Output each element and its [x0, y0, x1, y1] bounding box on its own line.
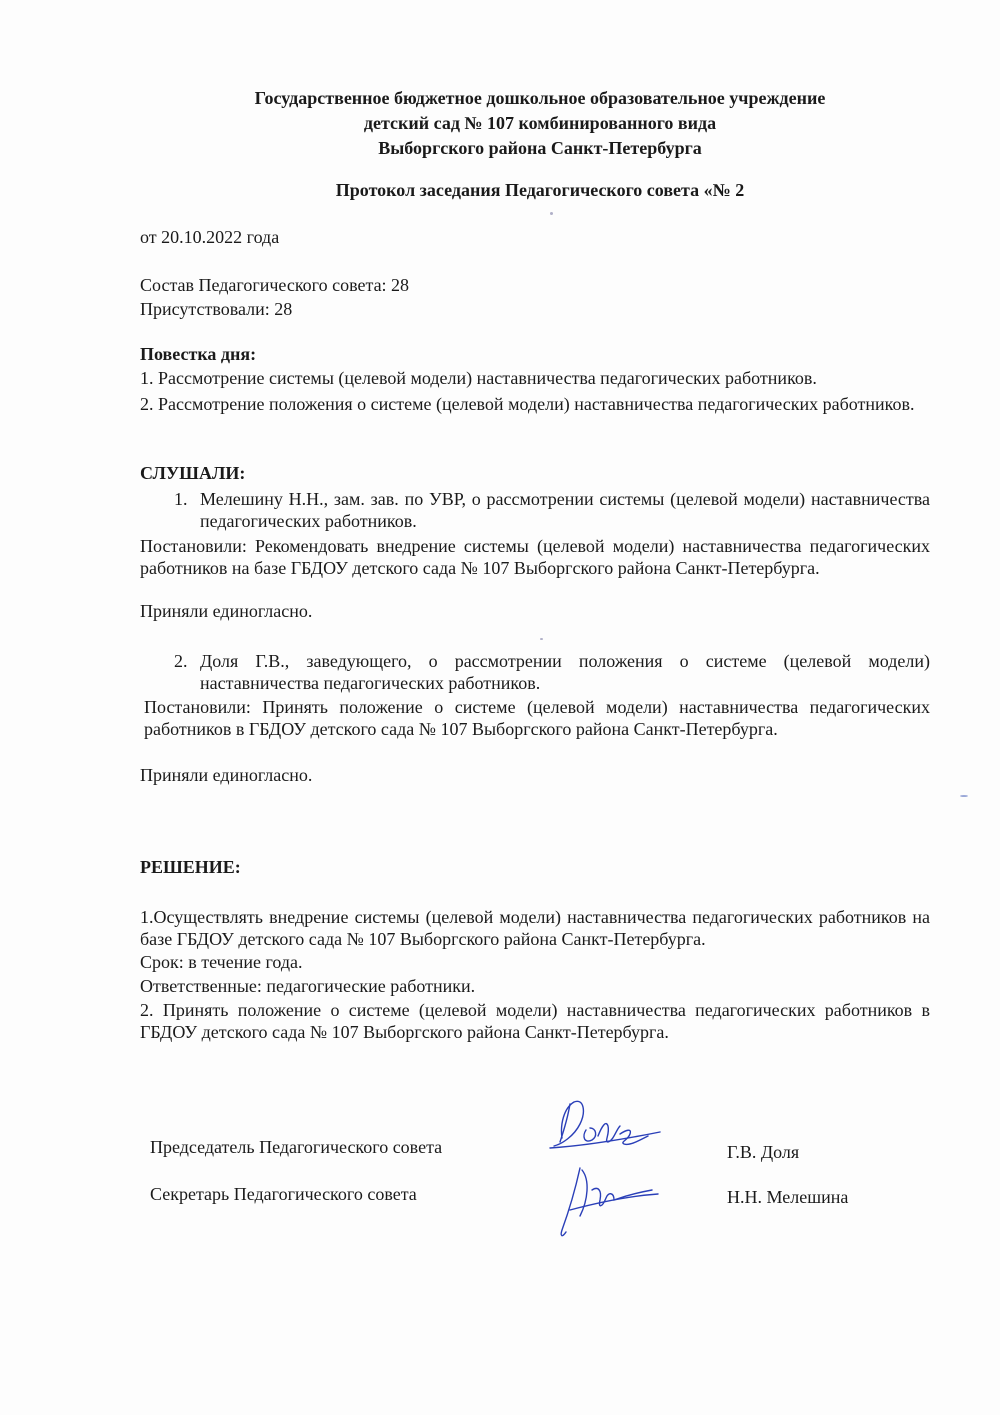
secretary-name: Н.Н. Мелешина: [727, 1187, 849, 1207]
decision-responsible: Ответственные: педагогические работники.: [140, 976, 476, 996]
listened-heading: СЛУШАЛИ:: [140, 463, 246, 483]
chair-role: Председатель Педагогического совета: [150, 1137, 443, 1157]
list-number: 2.: [174, 651, 188, 671]
decision-item-2: 2. Принять положение о системе (целевой модели) наставничества педагогических работников в ГБДОУ детского сада № 107 Выборгского района Санкт-Петербурга.: [140, 1000, 930, 1042]
signatures-image: [540, 1090, 670, 1250]
listened-item-1: [174, 488, 930, 532]
listened-item-1-text: Мелешину Н.Н., зам. зав. по УВР, о рассмотрении системы (целевой модели) наставничества педагогических работников.: [200, 489, 930, 531]
meeting-date: от 20.10.2022 года: [140, 227, 280, 247]
attendance: Присутствовали: 28: [140, 299, 293, 319]
resolution-1: Постановили: Рекомендовать внедрение системы (целевой модели) наставничества педагогических работников на базе ГБДОУ детского сада № 107 Выборгского района Санкт-Петербурга.: [140, 536, 930, 578]
chair-name: Г.В. Доля: [727, 1142, 800, 1162]
decision-item-1: 1.Осуществлять внедрение системы (целевой модели) наставничества педагогических работников на базе ГБДОУ детского сада № 107 Выборгского района Санкт-Петербурга.: [140, 907, 930, 949]
header-line-3: Выборгского района Санкт-Петербурга: [378, 138, 702, 158]
decision-deadline: Срок: в течение года.: [140, 952, 303, 972]
listened-item-2-text: Доля Г.В., заведующего, о рассмотрении положения о системе (целевой модели) наставничества педагогических работников.: [200, 651, 930, 693]
scan-speck: [550, 212, 553, 215]
vote-1: Приняли единогласно.: [140, 601, 313, 621]
agenda-heading: Повестка дня:: [140, 344, 257, 364]
decision-heading: РЕШЕНИЕ:: [140, 857, 241, 877]
secretary-signature-icon: [540, 1090, 670, 1250]
institution-header: [140, 86, 940, 161]
listened-item-2: [174, 650, 930, 694]
council-composition: Состав Педагогического совета: 28: [140, 275, 410, 295]
header-line-2: детский сад № 107 комбинированного вида: [363, 113, 717, 133]
resolution-2: Постановили: Принять положение о системе (целевой модели) наставничества педагогических работников в ГБДОУ детского сада № 107 Выборгского района Санкт-Петербурга.: [144, 697, 930, 739]
scan-speck: [960, 795, 968, 797]
secretary-role: Секретарь Педагогического совета: [150, 1184, 417, 1204]
header-line-1: Государственное бюджетное дошкольное образовательное учреждение: [254, 88, 826, 108]
scan-speck: [540, 638, 543, 640]
vote-2: Приняли единогласно.: [140, 765, 313, 785]
document-title: Протокол заседания Педагогического совета «№ 2: [335, 180, 745, 200]
list-number: 1.: [174, 489, 188, 509]
agenda-item-2: 2. Рассмотрение положения о системе (целевой модели) наставничества педагогических работников.: [140, 394, 915, 414]
agenda-item-1: 1. Рассмотрение системы (целевой модели) наставничества педагогических работников.: [140, 368, 817, 388]
